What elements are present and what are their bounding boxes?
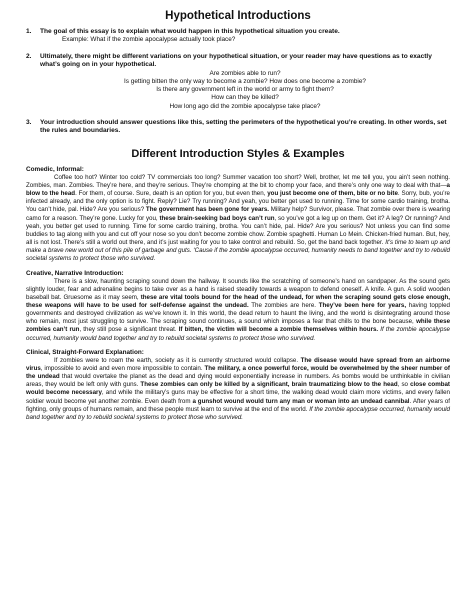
question-line: Is getting bitten the only way to become a zombie? How does one become a zombie? [124,77,366,85]
body-text: having toppled governments and destroyed civilization as we’ve known it. In this world, the dead return to haunt the living, and the world is disintegrating around those who remain, most just struggling to survive. The scraping sound continues, a sound which imposes a fear that chills to the bone because, [26,302,450,326]
body-text: , they still pose a significant threat. [79,326,179,334]
body-text: . For them, of course. Sure, death is an option for you, but even then, [75,190,268,198]
bold-text: you just become one of them, bite or no bite [267,190,398,198]
list-item [26,53,450,111]
bold-text: these are vital tools bound for the head of the undead, for when the scraping sound gets close enough, these weapons will have to be used for self-defense against the undead. [26,293,451,309]
item-number: 1. [26,28,32,35]
bold-text: The disease would have spread from an airborne virus [26,356,450,372]
item-number: 2. [26,52,32,60]
section-heading: Comedic, Informal: [26,165,84,173]
section-title: Different Introduction Styles & Examples [131,147,345,160]
body-text: . After years of fighting, only groups of humans remain, and these people must learn to survive at the end of the world. [26,397,450,413]
body-text: The zombies are here. [248,302,319,309]
section-heading: Clinical, Straight-Forward Explanation: [26,348,144,356]
list-item [26,28,450,45]
body-text: Military help? Survivor, please. That zombie over there is wearing camo for a reason. They’re gone. Lucky for you, [26,206,451,222]
section-paragraph [26,278,450,343]
bold-text: close combat would become necessary [26,381,450,397]
body-text: , so you’ve got a leg up on them. Get it? A leg? Or running? And yeah, you better get used to running. Time for some cardio training, brotha. You can’t hide, pal. Hide? Are you serious? Not unless you can find some buddies to tag along with you and cut off your nose so you don’t become zombie chow. Zombie spaghetti. Human Lo Mein. Chicken-fried human. But, hey, all is not lost. There’s still a world out there, and it’s just waiting for you to take control and rebuild. So, get the band back together. [26,214,450,247]
body-text: Coffee too hot? Winter too cold? TV commercials too long? Summer vacation too short? Well, brother, let me tell you, you ain’t seen nothing. Zombies, man. Zombies. They’re here, and they’re serious. They’re chomping at the bit to chomp your face, and there’s only one way to deal with that— [26,173,450,189]
question-line: Are zombies able to run? [209,69,281,77]
body-text: There is a slow, haunting scraping sound down the hallway. It sounds like the scratching of someone’s hand on sandpaper. As the sound gets slightly louder, fear and adrenaline begins to take over as a hand is raised steadily towards a weapon to defend oneself. A knife. A gun. A solid wooden baseball bat. Gruesome as it may seem, [26,277,450,301]
item-text: The goal of this essay is to explain what would happen in this hypothetical situation you create. [40,28,340,35]
question-line: How long ago did the zombie apocalypse take place? [169,102,321,110]
body-text: , and while the military’s guns may be effective for a short time, the walking dead would claim more victims, and every fallen soldier would become yet another zombie. Even death from [26,389,450,405]
italic-text: If the zombie apocalypse occurred, humanity would band together and try to rebuild societal systems to protect those who survived. [26,405,450,421]
bold-text: If bitten, the victim will become a zombie themselves within hours. [178,326,379,334]
body-text: . Sorry, bub, you’re infected already, and the only option is to fight. Reply? Lie? Try running? And yeah, you better get used to running. Time for some cardio training, brotha. You can’t hide, pal. Hide? Are you serious? [26,190,450,214]
bold-text: The military, a once powerful force, would be overwhelmed by the sheer number of the undead [26,364,450,381]
italic-text: It’s time to team up and make a brave new world out of this pile of garbage and guts. ‘Cause if the zombie apocalypse occurred, humanity needs to band together and try to rebuild societal systems to protect those who survived. [26,239,450,263]
item-number: 3. [26,119,32,126]
section-paragraph [26,357,450,422]
item-text: Your introduction should answer questions like this, setting the perimeters of the hypothetical you’re creating. In other words, set the rules and boundaries. [40,119,447,135]
body-text: that would overtake the planet as the dead and dying would exponentially increase in numbers. As bombs would be unthinkable in civilian areas, they would be left only with guns. [26,373,450,389]
bold-text: a gunshot wound would turn any man or woman into an undead cannibal [192,397,410,405]
italic-text: If the zombie apocalypse occurred, humanity would band together and try to rebuild societal systems to protect those who survived. [26,326,450,342]
question-line: How can they be killed? [211,94,279,102]
section-paragraph [26,174,450,264]
body-text: If zombies were to roam the earth, society as it is currently structured would collapse. [54,356,301,364]
bold-text: These zombies can only be killed by a significant, brain traumatizing blow to the head [140,381,398,389]
page-title: Hypothetical Introductions [165,10,311,22]
item-text: Ultimately, there might be different variations on your hypothetical situation, or your reader may have questions as to exactly what’s going on in your hypothetical. [40,52,432,69]
bold-text: a blow to the head [26,181,450,198]
list-item [26,119,450,136]
bold-text: these brain-seeking bad boys can’t run [159,214,275,222]
bold-text: They’ve been here for years, [318,302,407,309]
bold-text: The government has been gone for years. [145,206,270,214]
section-heading: Creative, Narrative Introduction: [26,269,124,277]
item-example: Example: What if the zombie apocalypse actually took place? [62,36,236,44]
question-line: Is there any government left in the world or army to fight them? [156,86,334,94]
body-text: , impossible to avoid and even more impossible to contain. [40,364,205,372]
bold-text: while these zombies can’t run [26,318,451,334]
body-text: , so [397,381,411,389]
